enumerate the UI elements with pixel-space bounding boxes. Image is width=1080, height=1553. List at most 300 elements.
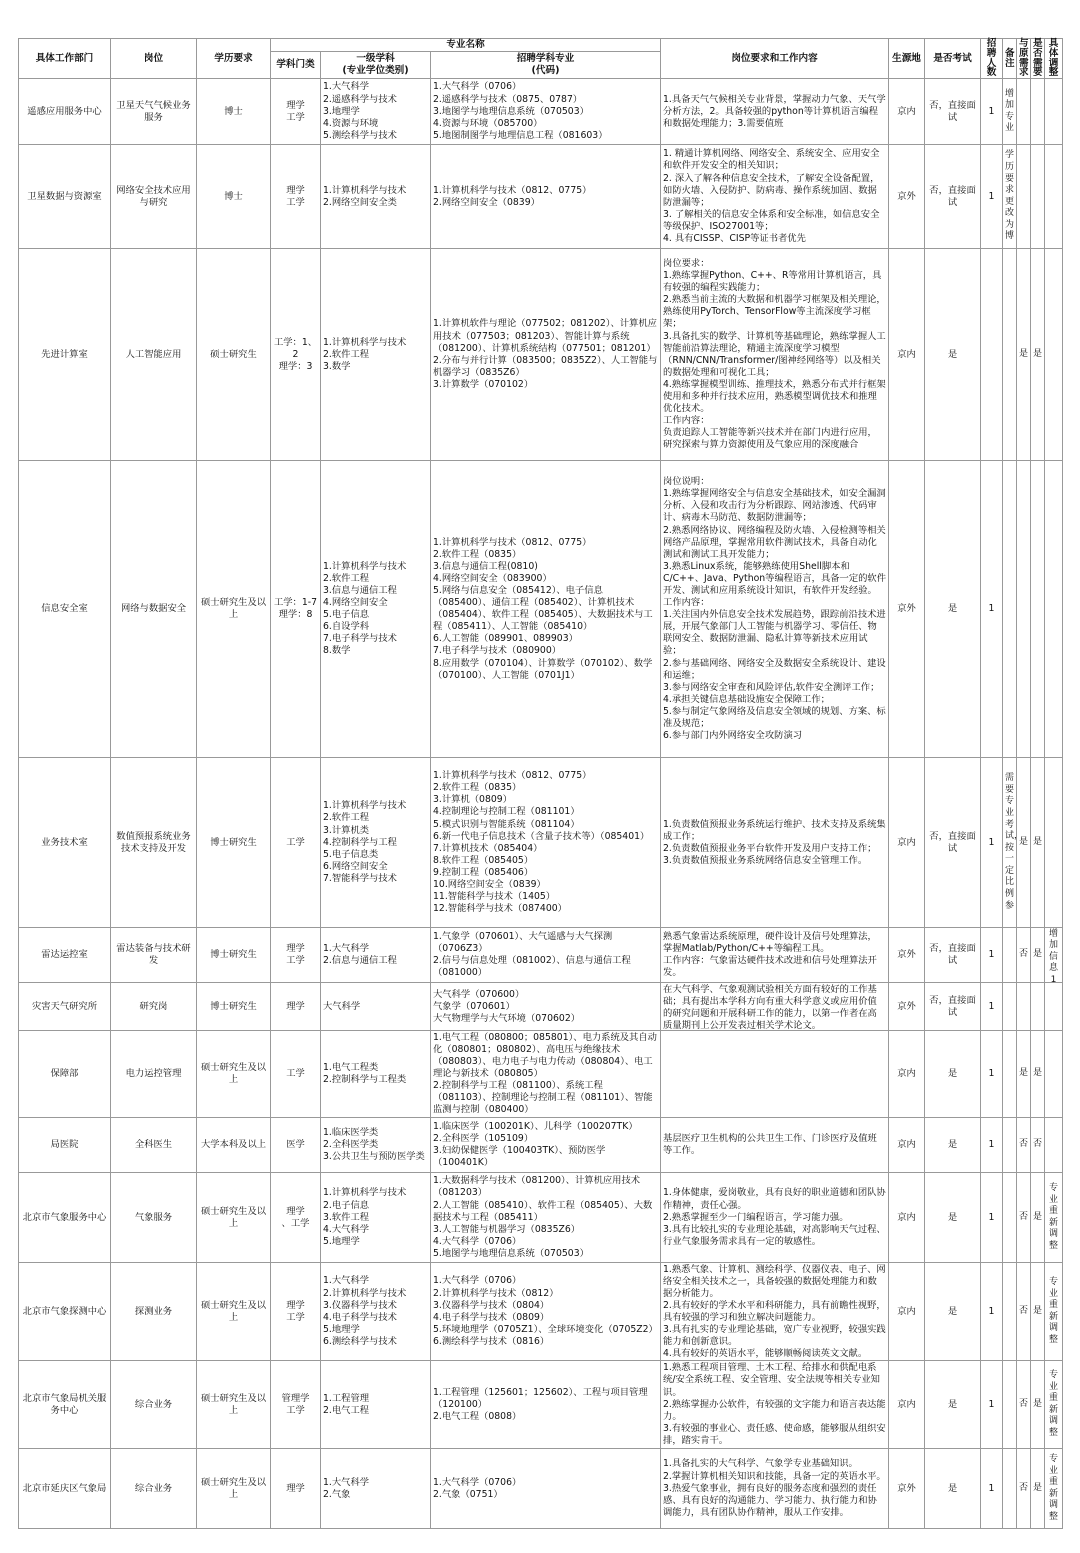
c1-cell [1017, 928, 1031, 983]
requirements-cell-text: 1.具备扎实的大气科学、气象学专业基础知识。 2.掌握计算机相关知识和技能，具备一定的英语水平。 3.热爱气象事业，拥有良好的服务态度和强烈的责任感、具有良好的沟通能力、学习能力、执行能力和协调能力，具有团队协作精神，服从工作安排。 [663, 1458, 886, 1518]
level1-cell [321, 1031, 431, 1118]
header-dept: 具体工作部门 [19, 39, 111, 79]
recruit-major-cell [431, 1361, 661, 1449]
edu-cell-text: 硕士研究生及以上 [200, 1299, 267, 1323]
post-cell-text: 综合业务 [134, 1482, 173, 1494]
edu-cell-text: 博士研究生 [210, 949, 257, 961]
dept-cell-text: 雷达运控室 [41, 949, 88, 961]
count-cell [981, 145, 1003, 249]
exam-cell-text: 是 [947, 1139, 958, 1151]
edu-cell-text: 博士 [224, 190, 243, 202]
c2-cell [1031, 461, 1045, 758]
level1-cell-text: 1.大气科学 2.信息与通信工程 [323, 943, 397, 967]
table-row [19, 1118, 1063, 1173]
post-cell-text: 数值预报系统业务技术支持及开发 [116, 830, 191, 854]
note-cell [1003, 1263, 1017, 1361]
edu-cell [197, 983, 271, 1031]
exam-cell [925, 1449, 981, 1529]
count-cell [981, 249, 1003, 461]
c2-cell-text: 是 [1033, 1305, 1043, 1316]
exam-cell-text: 否，直接面试 [929, 994, 976, 1018]
recruit-major-cell-text: 1.计算机科学与技术（0812、0775） 2.网络空间安全（0839） [433, 184, 592, 208]
c2-cell [1031, 145, 1045, 249]
count-cell-text: 1 [988, 949, 995, 961]
level1-cell-text: 1.计算机科学与技术 2.电子信息 3.软件工程 4.大气科学 5.地理学 [323, 1187, 407, 1247]
note-cell-text: 增加专业 [1005, 88, 1015, 134]
header-recruit-major [431, 52, 661, 79]
exam-cell-text: 否，直接面试 [929, 99, 976, 123]
level1-cell [321, 928, 431, 983]
count-cell [981, 1263, 1003, 1361]
exam-cell [925, 1173, 981, 1263]
exam-cell-text: 是 [947, 1398, 958, 1410]
requirements-cell [661, 1118, 889, 1173]
post-cell-text: 网络安全技术应用与研究 [116, 184, 191, 208]
note-cell [1003, 79, 1017, 145]
edu-cell [197, 461, 271, 758]
post-cell [111, 1361, 197, 1449]
c2-cell [1031, 1449, 1045, 1529]
origin-cell-text: 京内 [897, 1211, 916, 1223]
field-cell-text: 医学 [286, 1139, 305, 1151]
origin-cell-text: 京外 [897, 1482, 916, 1494]
c3-cell [1045, 1449, 1063, 1529]
c3-cell [1045, 1361, 1063, 1449]
level1-cell [321, 79, 431, 145]
dept-cell-text: 北京市气象探测中心 [22, 1305, 107, 1317]
field-cell [271, 1361, 321, 1449]
post-cell-text: 气象服务 [134, 1211, 173, 1223]
post-cell [111, 1031, 197, 1118]
level1-cell [321, 1263, 431, 1361]
post-cell [111, 1449, 197, 1529]
exam-cell-text: 是 [947, 1068, 958, 1080]
dept-cell-text: 局医院 [50, 1139, 79, 1151]
header-recruit-major-text: 招聘学科专业 (代码) [516, 53, 575, 77]
edu-cell [197, 145, 271, 249]
exam-cell [925, 758, 981, 928]
field-cell-text: 理学 [286, 1482, 305, 1494]
count-cell-text: 1 [988, 1398, 995, 1410]
note-cell [1003, 1173, 1017, 1263]
c3-cell [1045, 249, 1063, 461]
origin-cell-text: 京内 [897, 348, 916, 360]
level1-cell [321, 1361, 431, 1449]
level1-cell [321, 461, 431, 758]
requirements-cell-text: 岗位要求： 1.熟练掌握Python、C++、R等常用计算机语言，具有较强的编程实践能力； 2.熟悉当前主流的大数据和机器学习框架及相关理论，熟练使用PyTorch、TensorFlow等主流深度学习框架； 3.具备扎实的数学、计算机等基础理论，熟练掌握人工智能前沿算法理论，精通主流深度学习模型（RNN/CNN/Transformer/图神经网络等）以及相关的数据处理和可视化工具； 4.熟练掌握模型训练、推理技术，熟悉分布式并行框架使用和多种并行技术应用，熟悉模型调优技术和推理优化技术。 工作内容： 负责追踪人工智能等新兴技术并在部门内进行应用，研究探索与算力资源使用及气象应用的深度融合 [663, 257, 886, 451]
post-cell-text: 综合业务 [134, 1398, 173, 1410]
dept-cell [19, 1031, 111, 1118]
c1-cell-text: 否 [1019, 1305, 1029, 1316]
post-cell-text: 网络与数据安全 [120, 603, 187, 615]
table-body [19, 79, 1063, 1529]
exam-cell-text: 否，直接面试 [929, 943, 976, 967]
field-cell-text: 理学 工学 [286, 1299, 305, 1323]
edu-cell [197, 928, 271, 983]
requirements-cell-text: 在大气科学、气象观测试验相关方面有较好的工作基础；具有提出本学科方向有重大科学意义或应用价值的研究问题和开展科研工作的能力，以第一作者在高质量期刊上公开发表过相关学术论文。 [663, 983, 877, 1031]
field-cell [271, 1031, 321, 1118]
level1-cell-text: 1.计算机科学与技术 2.网络空间安全类 [323, 184, 407, 208]
c2-cell-text: 否 [1033, 1139, 1043, 1150]
post-cell [111, 249, 197, 461]
level1-cell-text: 1.大气科学 2.计算机科学与技术 3.仪器科学与技术 4.电子科学与技术 5.地理学 6.测绘科学与技术 [323, 1275, 407, 1347]
dept-cell-text: 灾害天气研究所 [31, 1000, 98, 1012]
edu-cell-text: 大学本科及以上 [200, 1139, 267, 1151]
exam-cell-text: 否，直接面试 [929, 184, 976, 208]
requirements-cell [661, 1449, 889, 1529]
exam-cell [925, 249, 981, 461]
c2-cell-text: 是 [1033, 1068, 1043, 1079]
dept-cell [19, 145, 111, 249]
count-cell-text: 1 [988, 1211, 995, 1223]
exam-cell-text: 是 [947, 1305, 958, 1317]
level1-cell-text: 1.计算机科学与技术 2.软件工程 3.数学 [323, 336, 407, 372]
origin-cell [889, 758, 925, 928]
edu-cell [197, 1263, 271, 1361]
recruit-major-cell-text: 1.大数据科学与技术（081200）、计算机应用技术（081203） 2.人工智能（085410）、软件工程（085405）、大数据技术与工程（085411） 3.人工智能与机器学习（0835Z6） 4.大气科学（0706） 5.地图学与地理信息系统（070503） [433, 1175, 653, 1259]
c3-cell [1045, 79, 1063, 145]
origin-cell [889, 928, 925, 983]
exam-cell-text: 否，直接面试 [929, 830, 976, 854]
dept-cell-text: 遥感应用服务中心 [27, 105, 102, 117]
requirements-cell-text: 岗位说明： 1.熟练掌握网络安全与信息安全基础技术，如安全漏洞分析、入侵和攻击行为分析跟踪、网站渗透、代码审计、病毒木马防范、数据防泄漏等； 2.熟悉网络协议、网络编程及防火墙、入侵检测等相关网络产品原理，掌握常用软件测试技术，具备自动化测试和测试工具开发能力； 3.熟悉Linux系统，能够熟练使用Shell脚本和C/C++、Java、Python等编程语言，具备一定的软件开发、测试和应用系统设计知识，有软件开发经验。 工作内容： 1.关注国内外信息安全技术发展趋势，跟踪前沿技术进展，开展气象部门人工智能与机器学习、零信任、物联网安全、数据防泄漏、隐私计算等新技术应用试验； 2.参与基础网络、网络安全及数据安全系统设计、建设和运维； 3.参与网络安全审查和风险评估,软件安全测评工作； 4.承担关键信息基础设施安全保障工作； 5.参与制定气象网络及信息安全领域的规划、方案、标准及规范； 6.参与部门内外网络安全攻防演习 [663, 476, 887, 742]
c3-cell-text: 增加信息1 [1049, 928, 1059, 986]
level1-cell-text: 1.电气工程类 2.控制科学与工程类 [323, 1062, 407, 1086]
exam-cell [925, 1118, 981, 1173]
field-cell-text: 理学 、工学 [281, 1205, 310, 1229]
requirements-cell [661, 758, 889, 928]
c3-cell [1045, 1031, 1063, 1118]
header-exam: 是否考试 [925, 39, 981, 79]
recruit-major-cell [431, 461, 661, 758]
c1-cell-text: 否 [1019, 949, 1029, 960]
c2-cell-text: 是 [1033, 348, 1043, 359]
edu-cell [197, 1449, 271, 1529]
exam-cell [925, 145, 981, 249]
header-post: 岗位 [111, 39, 197, 79]
recruit-major-cell-text: 1.计算机科学与技术（0812、0775） 2.软件工程（0835） 3.计算机（0809） 4.控制理论与控制工程（081101） 5.模式识别与智能系统（081104） 6.新一代电子信息技术（含量子技术等）（085401） 7.计算机技术（085404） 8.软件工程（085405） 9.控制工程（085406） 10.网络空间安全（0839） 11.智能科学与技术（1405） 12.智能科学与技术（087400） [433, 770, 650, 915]
count-cell [981, 928, 1003, 983]
table-row [19, 1449, 1063, 1529]
field-cell-text: 理学 工学 [286, 943, 305, 967]
c2-cell [1031, 1173, 1045, 1263]
c1-cell [1017, 461, 1031, 758]
requirements-cell-text: 1.熟悉工程项目管理、土木工程、给排水和供配电系统/安全系统工程、安全管理、安全法规等相关专业知识。 2.熟练掌握办公软件，有较强的文字能力和语言表达能力。 3.有较强的事业心、责任感、使命感，能够服从组织安排，踏实肯干。 [663, 1362, 886, 1446]
c2-cell-text: 是 [1033, 1398, 1043, 1409]
header-level1-text: 一级学科 (专业学位类别) [342, 53, 409, 77]
recruit-major-cell-text: 1.工程管理（125601；125602）、工程与项目管理（120100） 2.电气工程（0808） [433, 1386, 648, 1422]
dept-cell [19, 1361, 111, 1449]
dept-cell [19, 758, 111, 928]
c3-cell-text: 专业重新调整 [1049, 1453, 1059, 1522]
post-cell [111, 79, 197, 145]
edu-cell-text: 博士研究生 [210, 836, 257, 848]
post-cell-text: 雷达装备与技术研发 [116, 943, 191, 967]
c3-cell [1045, 461, 1063, 758]
post-cell [111, 145, 197, 249]
c3-cell [1045, 928, 1063, 986]
recruit-major-cell [431, 1118, 661, 1173]
level1-cell [321, 249, 431, 461]
c1-cell [1017, 1263, 1031, 1361]
c1-cell-text: 否 [1019, 1482, 1029, 1493]
note-cell [1003, 983, 1017, 1031]
post-cell-text: 人工智能应用 [125, 348, 182, 360]
dept-cell [19, 928, 111, 983]
edu-cell [197, 1031, 271, 1118]
c3-cell [1045, 1173, 1063, 1263]
c3-cell [1045, 758, 1063, 928]
note-cell [1003, 1449, 1017, 1529]
c1-cell-text: 是 [1019, 348, 1029, 359]
recruitment-table [18, 38, 1063, 1529]
table-row [19, 1263, 1063, 1361]
requirements-cell-text: 1.具备天气气候相关专业背景，掌握动力气象、天气学分析方法，2。具备较强的python等计算机语言编程和数据处理能力；3.需要值班 [663, 93, 886, 129]
field-cell [271, 79, 321, 145]
c1-cell [1017, 1361, 1031, 1449]
note-cell [1003, 145, 1017, 249]
origin-cell-text: 京外 [897, 1000, 916, 1012]
c3-cell [1045, 1263, 1063, 1361]
exam-cell-text: 是 [947, 348, 958, 360]
header-origin: 生源地 [889, 39, 925, 79]
origin-cell [889, 1173, 925, 1263]
origin-cell-text: 京内 [897, 105, 916, 117]
header-note: 备注 [1003, 39, 1017, 79]
field-cell [271, 758, 321, 928]
field-cell [271, 1173, 321, 1263]
c2-cell-text: 是 [1033, 836, 1043, 847]
origin-cell-text: 京外 [897, 949, 916, 961]
dept-cell-text: 北京市气象服务中心 [22, 1211, 107, 1223]
c2-cell [1031, 928, 1045, 983]
table-row [19, 1361, 1063, 1449]
note-cell [1003, 249, 1017, 461]
recruit-major-cell [431, 249, 661, 461]
field-cell [271, 1118, 321, 1173]
dept-cell [19, 1118, 111, 1173]
dept-cell-text: 卫星数据与资源室 [27, 190, 102, 202]
c2-cell [1031, 1263, 1045, 1361]
edu-cell-text: 博士 [224, 105, 243, 117]
recruit-major-cell [431, 983, 661, 1031]
edu-cell-text: 博士研究生 [210, 1000, 257, 1012]
c1-cell-text: 否 [1019, 1139, 1029, 1150]
edu-cell [197, 79, 271, 145]
dept-cell [19, 249, 111, 461]
recruit-major-cell [431, 145, 661, 249]
edu-cell [197, 1173, 271, 1263]
table-row [19, 79, 1063, 145]
recruit-major-cell-text: 1.大气科学（0706） 2.计算机科学与技术（0812） 3.仪器科学与技术（0804） 4.电子科学与技术（0809） 5.环境地理学（0705Z1）、全球环境变化（0705Z2） 6.测绘科学与技术（0816） [433, 1275, 658, 1347]
count-cell-text: 1 [988, 603, 995, 615]
count-cell-text: 1 [988, 105, 995, 117]
recruit-major-cell [431, 1173, 661, 1263]
c1-cell [1017, 758, 1031, 928]
requirements-cell [661, 928, 889, 983]
count-cell-text: 1 [988, 1139, 995, 1151]
post-cell-text: 全科医生 [134, 1139, 173, 1151]
c1-cell [1017, 249, 1031, 461]
field-cell-text: 理学 工学 [286, 184, 305, 208]
dept-cell-text: 先进计算室 [41, 348, 88, 360]
c3-cell-text: 专业重新调整 [1049, 1276, 1059, 1345]
c3-cell [1045, 1118, 1063, 1173]
edu-cell [197, 1118, 271, 1173]
level1-cell [321, 983, 431, 1031]
c1-cell-text: 否 [1019, 1211, 1029, 1222]
post-cell [111, 1173, 197, 1263]
c1-cell [1017, 1031, 1031, 1118]
level1-cell-text: 1.大气科学 2.遥感科学与技术 3.地理学 4.资源与环境 5.测绘科学与技术 [323, 81, 397, 141]
level1-cell [321, 1173, 431, 1263]
requirements-cell [661, 249, 889, 461]
table-row [19, 758, 1063, 928]
origin-cell [889, 461, 925, 758]
count-cell-text: 1 [988, 1000, 995, 1012]
note-cell [1003, 758, 1024, 928]
edu-cell [197, 758, 271, 928]
post-cell [111, 1263, 197, 1361]
requirements-cell [661, 1361, 889, 1449]
level1-cell-text: 1.计算机科学与技术 2.软件工程 3.计算机类 4.控制科学与工程 5.电子信息类 6.网络空间安全 7.智能科学与技术 [323, 800, 407, 884]
dept-cell [19, 461, 111, 758]
dept-cell-text: 信息安全室 [41, 603, 88, 615]
recruit-major-cell-text: 1.大气科学（0706） 2.气象（0751） [433, 1476, 522, 1500]
origin-cell [889, 1263, 925, 1361]
dept-cell [19, 1173, 111, 1263]
recruit-major-cell [431, 1449, 661, 1529]
level1-cell [321, 1118, 431, 1173]
post-cell-text: 卫星天气气候业务服务 [116, 99, 191, 123]
field-cell [271, 928, 321, 983]
origin-cell-text: 京外 [897, 190, 916, 202]
note-cell [1003, 1031, 1017, 1118]
c2-cell [1031, 1118, 1045, 1173]
field-cell [271, 1449, 321, 1529]
table-row [19, 145, 1063, 249]
dept-cell [19, 1449, 111, 1529]
origin-cell [889, 145, 925, 249]
recruit-major-cell [431, 758, 661, 928]
c1-cell-text: 是 [1019, 836, 1029, 847]
post-cell-text: 探测业务 [134, 1305, 173, 1317]
requirements-cell [661, 79, 889, 145]
origin-cell-text: 京内 [897, 1139, 916, 1151]
post-cell [111, 461, 197, 758]
field-cell [271, 461, 321, 758]
post-cell-text: 电力运控管理 [125, 1068, 182, 1080]
count-cell [981, 1173, 1003, 1263]
requirements-cell [661, 1263, 889, 1361]
c1-cell [1017, 1449, 1031, 1529]
c3-cell [1045, 983, 1063, 1031]
count-cell [981, 1361, 1003, 1449]
table-row [19, 461, 1063, 758]
exam-cell [925, 1361, 981, 1449]
recruit-major-cell-text: 1.计算机科学与技术（0812、0775） 2.软件工程（0835） 3.信息与通信工程(0810) 4.网络空间安全（083900） 5.网络与信息安全（085412）、电子信息（085400）、通信工程（085402）、计算机技术（085404）、软件工程（085405）、大数据技术与工程（085411）、人工智能（085410） 6.人工智能（089901、089903） 7.电子科学与技术（080900） 8.应用数学（070104）、计算数学（070102）、数学（070100）、人工智能（0701J1） [433, 536, 653, 681]
note-cell [1003, 461, 1017, 758]
c1-cell [1017, 1118, 1031, 1173]
table-row [19, 928, 1063, 983]
requirements-cell [661, 461, 889, 758]
requirements-cell-text: 基层医疗卫生机构的公共卫生工作、门诊医疗及值班等工作。 [663, 1133, 877, 1157]
origin-cell [889, 249, 925, 461]
field-cell-text: 工学 [286, 836, 305, 848]
count-cell-text: 1 [988, 1305, 995, 1317]
level1-cell-text: 1.大气科学 2.气象 [323, 1476, 370, 1500]
exam-cell [925, 928, 981, 983]
recruit-major-cell-text: 1.气象学（070601）、大气遥感与大气探测（0706Z3） 2.信号与信息处理（081002）、信息与通信工程（081000） [433, 931, 631, 979]
count-cell [981, 983, 1003, 1031]
field-cell-text: 理学 工学 [286, 99, 305, 123]
header-c2: 是否需要 [1031, 39, 1045, 79]
requirements-cell-text: 1.身体健康，爱岗敬业，具有良好的职业道德和团队协作精神，责任心强。 2.熟悉掌握至少一门编程语言，学习能力强。 3.具有比较扎实的专业理论基础，对高影响天气过程、行业气象服务需求具有一定的敏感性。 [663, 1187, 886, 1247]
exam-cell [925, 1031, 981, 1118]
count-cell [981, 1031, 1003, 1118]
c2-cell [1031, 79, 1045, 145]
edu-cell-text: 硕士研究生及以上 [200, 1205, 267, 1229]
origin-cell [889, 983, 925, 1031]
note-cell [1003, 928, 1017, 983]
recruit-major-cell-text: 1.临床医学（100201K）、儿科学（100207TK） 2.全科医学（105109） 3.妇幼保健医学（100403TK）、预防医学（100401K） [433, 1121, 638, 1169]
count-cell [981, 79, 1003, 145]
recruit-major-cell-text: 1.电气工程（080800；085801）、电力系统及其自动化（080801；080802）、高电压与绝缘技术（080803）、电力电子与电力传动（080804）、电工理论与新技术（080805） 2.控制科学与工程（081100）、系统工程（081103）、控制理论与控制工程（081101）、智能监测与控制（080400） [433, 1031, 657, 1116]
requirements-cell [661, 1173, 889, 1263]
c3-cell-text: 专业重新调整 [1049, 1369, 1059, 1438]
dept-cell [19, 1263, 111, 1361]
recruit-major-cell-text: 1.计算机软件与理论（077502；081202）、计算机应用技术（077503；081203）、智能计算与系统（081200）、计算机系统结构（077501；081201） 2.分布与并行计算（083500；0835Z2）、人工智能与机器学习（0835Z6） 3.计算数学（070102） [433, 318, 658, 390]
c1-cell [1017, 1173, 1031, 1263]
header-requirements: 岗位要求和工作内容 [661, 39, 889, 79]
exam-cell [925, 1263, 981, 1361]
level1-cell-text: 大气科学 [323, 1000, 361, 1012]
edu-cell-text: 硕士研究生及以上 [200, 1476, 267, 1500]
field-cell-text: 工学 [286, 1068, 305, 1080]
field-cell [271, 983, 321, 1031]
header-c3: 具体调整 [1045, 39, 1063, 79]
field-cell [271, 249, 321, 461]
post-cell [111, 1118, 197, 1173]
dept-cell-text: 北京市延庆区气象局 [22, 1482, 107, 1494]
origin-cell [889, 79, 925, 145]
requirements-cell [661, 1031, 889, 1118]
count-cell-text: 1 [988, 836, 995, 848]
post-cell [111, 758, 197, 928]
count-cell [981, 1118, 1003, 1173]
count-cell [981, 461, 1003, 758]
origin-cell-text: 京内 [897, 1068, 916, 1080]
requirements-cell [661, 983, 889, 1031]
exam-cell-text: 是 [947, 1482, 958, 1494]
field-cell-text: 理学 [286, 1000, 305, 1012]
field-cell-text: 工学：1-7 理学：8 [273, 597, 318, 621]
field-cell [271, 145, 321, 249]
origin-cell-text: 京内 [897, 836, 916, 848]
table-row [19, 983, 1063, 1031]
origin-cell [889, 1449, 925, 1529]
c3-cell [1045, 145, 1063, 249]
field-cell-text: 管理学 工学 [281, 1392, 310, 1416]
recruit-major-cell [431, 1031, 661, 1118]
recruit-major-cell [431, 1263, 661, 1361]
exam-cell-text: 是 [947, 603, 958, 615]
dept-cell [19, 983, 111, 1031]
edu-cell-text: 硕士研究生及以上 [200, 597, 267, 621]
count-cell-text: 1 [988, 190, 995, 202]
c2-cell-text: 是 [1033, 949, 1043, 960]
dept-cell-text: 北京市气象局机关服务中心 [22, 1392, 107, 1416]
